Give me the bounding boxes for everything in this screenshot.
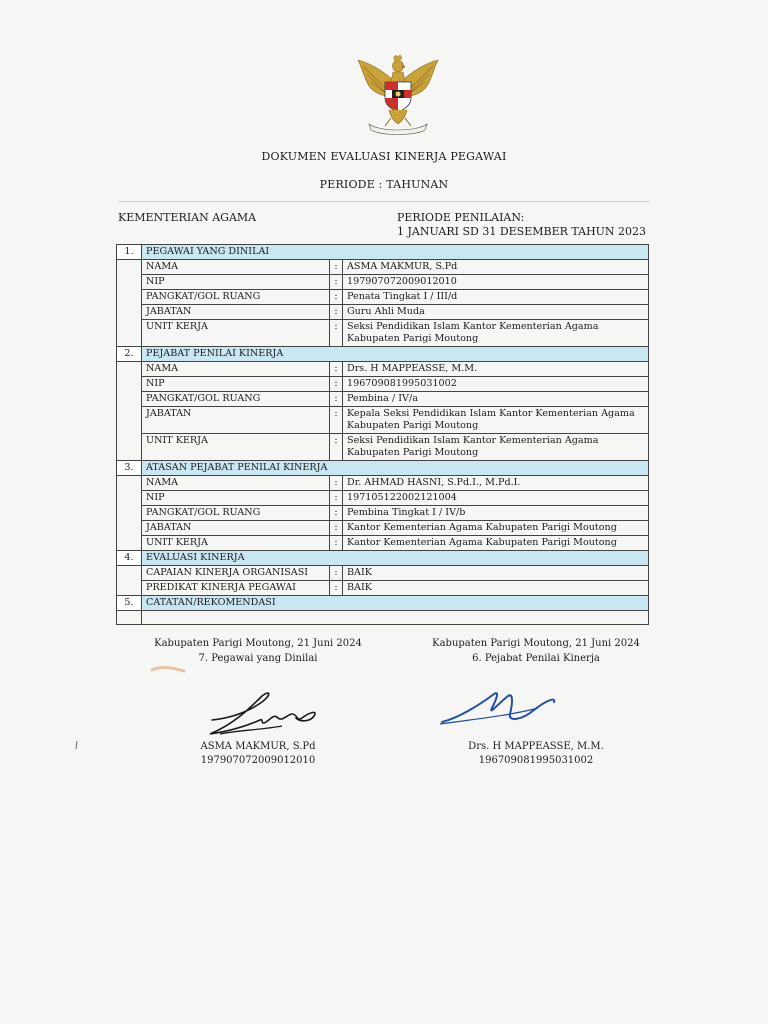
right-place-date: Kabupaten Parigi Moutong, 21 Juni 2024 [432,638,640,649]
notes-row [117,611,649,625]
row-value: Pembina Tingkat I / IV/b [343,506,649,521]
garuda-pancasila-emblem-icon [355,52,441,136]
assessment-period-label: PERIODE PENILAIAN: [397,211,525,224]
document-period: PERIODE : TAHUNAN [319,178,449,191]
row-value-line: Seksi Pendidikan Islam Kantor Kementerian Agama [347,321,599,332]
row-label: JABATAN [142,305,330,320]
row-value: 196709081995031002 [343,377,649,392]
table-row [117,476,649,491]
row-colon: : [330,377,343,392]
row-label: JABATAN [142,407,330,434]
row-value-line: Kepala Seksi Pendidikan Islam Kantor Kementerian Agama [347,408,635,419]
table-row [117,392,649,407]
section-number: 5. [117,596,142,611]
row-value: ASMA MAKMUR, S.Pd [343,260,649,275]
row-label: PANGKAT/GOL RUANG [142,392,330,407]
row-label: JABATAN [142,521,330,536]
table-row [117,581,649,596]
section-number: 1. [117,245,142,260]
table-row [117,566,649,581]
row-value: 197105122002121004 [343,491,649,506]
section-number: 3. [117,461,142,476]
row-colon: : [330,320,343,347]
row-colon: : [330,260,343,275]
row-colon: : [330,491,343,506]
document-title: DOKUMEN EVALUASI KINERJA PEGAWAI [261,150,507,163]
section-number: 2. [117,347,142,362]
table-row [117,260,649,275]
section-title: EVALUASI KINERJA [142,551,649,566]
row-colon: : [330,566,343,581]
row-label: UNIT KERJA [142,536,330,551]
table-row [117,320,649,347]
row-value: Guru Ahli Muda [343,305,649,320]
evaluation-table [116,244,649,625]
section-header [117,596,649,611]
table-row [117,407,649,434]
table-row [117,536,649,551]
row-value: Kantor Kementerian Agama Kabupaten Parigi Moutong [343,521,649,536]
row-value [343,320,649,347]
section-title: PEJABAT PENILAI KINERJA [142,347,649,362]
section-header [117,347,649,362]
row-value-line: Kabupaten Parigi Moutong [347,333,479,344]
row-colon: : [330,581,343,596]
row-colon: : [330,434,343,461]
scan-smudge [150,664,186,674]
row-value: Kantor Kementerian Agama Kabupaten Parigi Moutong [343,536,649,551]
row-label: PANGKAT/GOL RUANG [142,506,330,521]
row-colon: : [330,521,343,536]
scan-speck [74,740,80,750]
row-value: Drs. H MAPPEASSE, M.M. [343,362,649,377]
table-row [117,434,649,461]
row-colon: : [330,290,343,305]
row-label: NIP [142,491,330,506]
row-value-line: Kabupaten Parigi Moutong [347,447,479,458]
left-signature [200,684,330,740]
row-value: 197907072009012010 [343,275,649,290]
row-label: NIP [142,377,330,392]
right-signer-nip: 196709081995031002 [478,755,594,766]
row-label: PANGKAT/GOL RUANG [142,290,330,305]
agency-name: KEMENTERIAN AGAMA [118,211,257,224]
row-value: Dr. AHMAD HASNI, S.Pd.I., M.Pd.I. [343,476,649,491]
section-header [117,461,649,476]
left-signer-role: 7. Pegawai yang Dinilai [198,653,318,664]
row-label: NAMA [142,476,330,491]
section-title: PEGAWAI YANG DINILAI [142,245,649,260]
table-row [117,305,649,320]
table-row [117,275,649,290]
row-value: Pembina / IV/a [343,392,649,407]
row-colon: : [330,305,343,320]
table-row [117,290,649,305]
row-colon: : [330,506,343,521]
section-header [117,551,649,566]
row-value-line: Kabupaten Parigi Moutong [347,420,479,431]
table-row [117,362,649,377]
assessment-period [397,211,646,239]
row-value: BAIK [343,566,649,581]
row-value [343,407,649,434]
row-label: UNIT KERJA [142,434,330,461]
row-value [343,434,649,461]
row-label: CAPAIAN KINERJA ORGANISASI [142,566,330,581]
table-row [117,506,649,521]
table-row [117,377,649,392]
right-signature [438,686,562,732]
row-label: NAMA [142,362,330,377]
table-row [117,491,649,506]
row-value-line: Seksi Pendidikan Islam Kantor Kementerian Agama [347,435,599,446]
row-label: PREDIKAT KINERJA PEGAWAI [142,581,330,596]
row-label: UNIT KERJA [142,320,330,347]
row-colon: : [330,275,343,290]
section-header [117,245,649,260]
section-number: 4. [117,551,142,566]
left-signer-nip: 197907072009012010 [200,755,316,766]
section-title: ATASAN PEJABAT PENILAI KINERJA [142,461,649,476]
header-divider [118,201,650,202]
row-value: Penata Tingkat I / III/d [343,290,649,305]
row-label: NIP [142,275,330,290]
row-colon: : [330,392,343,407]
notes-cell [142,611,649,625]
row-value: BAIK [343,581,649,596]
left-signer-name: ASMA MAKMUR, S.Pd [200,741,316,752]
section-title: CATATAN/REKOMENDASI [142,596,649,611]
row-colon: : [330,362,343,377]
assessment-period-value: 1 JANUARI SD 31 DESEMBER TAHUN 2023 [397,225,647,238]
right-signer-role: 6. Pejabat Penilai Kinerja [472,653,600,664]
table-row [117,521,649,536]
row-colon: : [330,407,343,434]
row-colon: : [330,476,343,491]
left-place-date: Kabupaten Parigi Moutong, 21 Juni 2024 [154,638,362,649]
row-label: NAMA [142,260,330,275]
right-signer-name: Drs. H MAPPEASSE, M.M. [468,741,604,752]
row-colon: : [330,536,343,551]
